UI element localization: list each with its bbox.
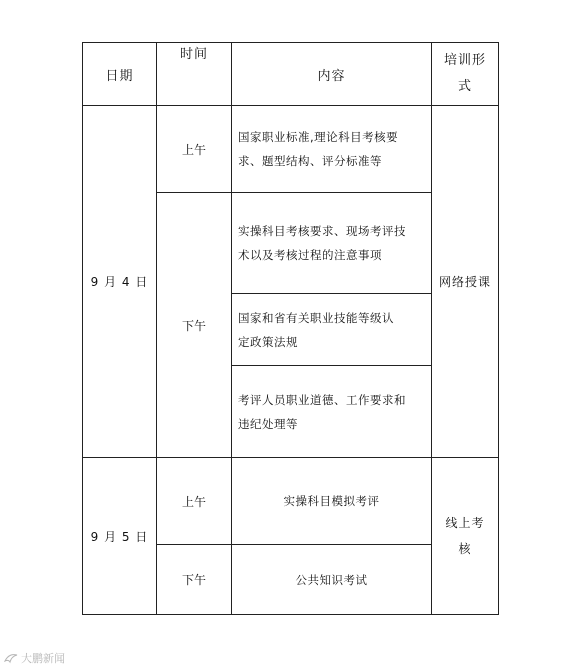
header-training-mode xyxy=(432,43,499,106)
content-line: 实操科目考核要求、现场考评技 xyxy=(238,224,406,238)
bird-logo-icon xyxy=(4,652,18,664)
header-mode-line1: 培训形 xyxy=(443,53,486,68)
day2-afternoon-content: 公共知识考试 xyxy=(232,545,432,615)
day2-mode-line1: 线上考 xyxy=(445,516,485,530)
day2-morning-content: 实操科目模拟考评 xyxy=(232,458,432,545)
content-line: 国家职业标准,理论科目考核要 xyxy=(238,130,399,144)
header-date: 日期 xyxy=(83,43,157,106)
watermark-text: 大鹏新闻 xyxy=(21,652,65,665)
day1-date: 9 月 4 日 xyxy=(83,106,157,458)
training-schedule-table xyxy=(82,42,499,615)
day1-morning-label: 上午 xyxy=(157,106,232,193)
watermark xyxy=(4,650,65,666)
day1-training-mode: 网络授课 xyxy=(432,106,499,458)
content-line: 术以及考核过程的注意事项 xyxy=(238,248,382,262)
day1-afternoon-content-3 xyxy=(232,366,432,458)
day1-afternoon-content-2 xyxy=(232,294,432,366)
day2-date: 9 月 5 日 xyxy=(83,458,157,615)
header-row xyxy=(83,43,499,106)
header-mode-line2: 式 xyxy=(457,79,472,94)
table-row xyxy=(83,106,499,193)
content-line: 定政策法规 xyxy=(238,334,298,349)
content-line: 求、题型结构、评分标准等 xyxy=(238,154,382,168)
day2-afternoon-label: 下午 xyxy=(157,545,232,615)
content-line: 违纪处理等 xyxy=(238,416,298,431)
header-content: 内容 xyxy=(232,43,432,106)
header-time: 时间 xyxy=(157,43,232,106)
content-line: 考评人员职业道德、工作要求和 xyxy=(238,392,406,407)
content-line: 国家和省有关职业技能等级认 xyxy=(238,310,394,325)
day2-morning-label: 上午 xyxy=(157,458,232,545)
table-row xyxy=(83,458,499,545)
day1-morning-content xyxy=(232,106,432,193)
day2-mode-line2: 核 xyxy=(458,542,472,556)
day2-training-mode xyxy=(432,458,499,615)
day1-afternoon-content-1 xyxy=(232,193,432,294)
day1-afternoon-label: 下午 xyxy=(157,193,232,458)
